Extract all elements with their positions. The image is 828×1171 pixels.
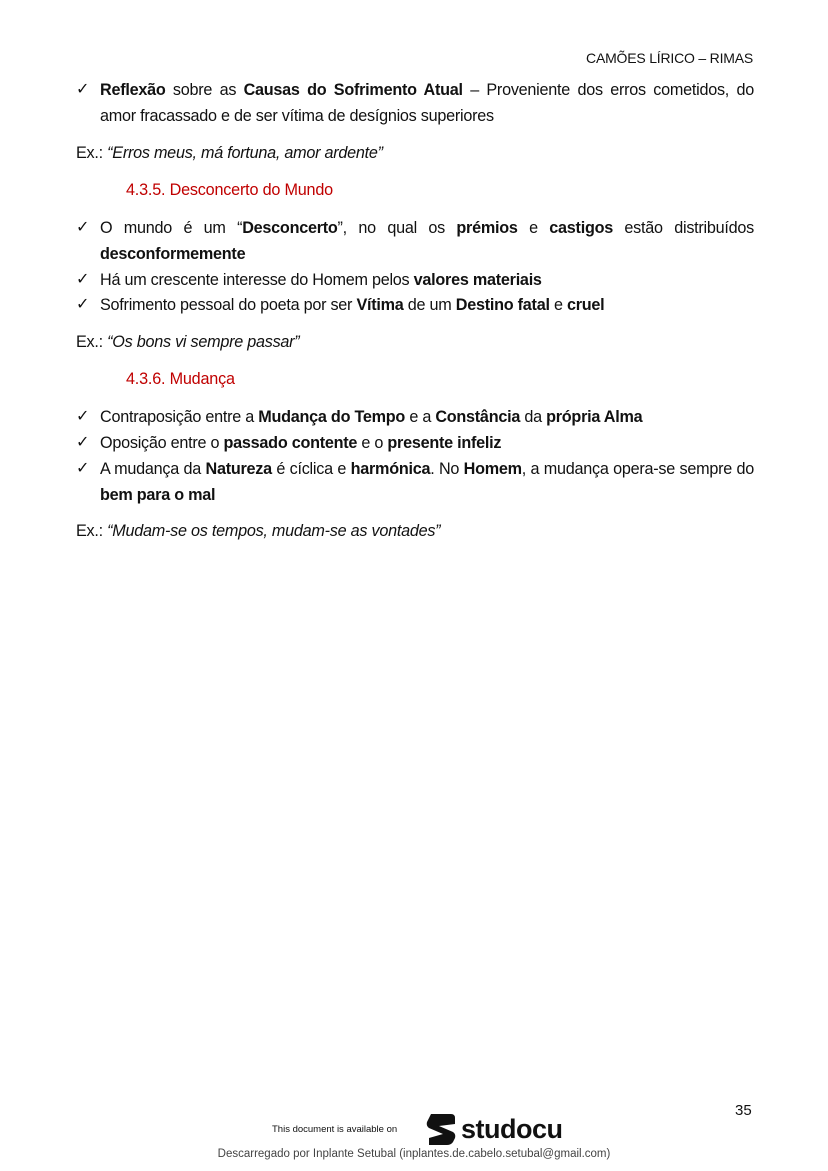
text: Há um crescente interesse do Homem pelos [100, 271, 414, 289]
bold-text: Constância [435, 408, 521, 426]
checkmark-icon: ✓ [76, 271, 90, 288]
downloaded-by-text: Descarregado por Inplante Setubal (inplantes.de.cabelo.setubal@gmail.com) [217, 1148, 611, 1160]
checkmark-icon: ✓ [76, 408, 90, 425]
section-heading: 4.3.6. Mudança [126, 370, 235, 388]
studocu-logo[interactable] [425, 1112, 563, 1146]
bold-text: prémios [456, 219, 518, 237]
text: e o [357, 434, 388, 452]
bold-text: Natureza [205, 460, 272, 478]
section-heading: 4.3.5. Desconcerto do Mundo [126, 181, 333, 199]
bold-text: Mudança do Tempo [258, 408, 406, 426]
text: sobre as [165, 81, 244, 99]
text: , a mudança opera-se sempre do [521, 460, 754, 478]
bullet-item [76, 267, 754, 293]
bold-text: Destino fatal [455, 296, 550, 314]
text: . No [430, 460, 464, 478]
bullet-item [76, 292, 754, 318]
studocu-logo-icon [425, 1112, 457, 1146]
bold-text: presente infeliz [387, 434, 502, 452]
checkmark-icon: ✓ [76, 296, 90, 313]
text: O mundo é um “ [100, 219, 243, 237]
text: ”, no qual os [337, 219, 457, 237]
bold-text: própria Alma [546, 408, 643, 426]
example-prefix: Ex.: [76, 522, 108, 540]
text: Sofrimento pessoal do poeta por ser [100, 296, 357, 314]
bold-text: passado contente [223, 434, 358, 452]
text: e [517, 219, 550, 237]
checkmark-icon: ✓ [76, 460, 90, 477]
bold-text: Reflexão [100, 81, 166, 99]
text: estão distribuídos [612, 219, 754, 237]
text: A mudança da [100, 460, 206, 478]
example-quote: “Os bons vi sempre passar” [107, 333, 300, 351]
bold-text: harmónica [350, 460, 431, 478]
text: é cíclica e [271, 460, 351, 478]
example-line [76, 518, 440, 544]
bold-text: cruel [566, 296, 605, 314]
bullet-item [76, 456, 754, 508]
example-prefix: Ex.: [76, 144, 108, 162]
checkmark-icon: ✓ [76, 219, 90, 236]
bold-text: Vítima [356, 296, 404, 314]
bullet-item [76, 404, 754, 430]
text: de um [403, 296, 456, 314]
text: e a [405, 408, 436, 426]
text: e [549, 296, 567, 314]
checkmark-icon: ✓ [76, 434, 90, 451]
checkmark-icon: ✓ [76, 81, 90, 98]
example-quote: “Erros meus, má fortuna, amor ardente” [107, 144, 383, 162]
bold-text: bem para o mal [100, 486, 216, 504]
bold-text: valores materiais [413, 271, 542, 289]
bold-text: Desconcerto [242, 219, 338, 237]
bold-text: Homem [463, 460, 522, 478]
text: Oposição entre o [100, 434, 224, 452]
bullet-item [76, 77, 754, 129]
available-on-text: This document is available on [272, 1124, 398, 1135]
example-line [76, 329, 299, 355]
bold-text: castigos [549, 219, 613, 237]
example-prefix: Ex.: [76, 333, 108, 351]
example-line [76, 140, 383, 166]
text: da [520, 408, 547, 426]
text: – Proveniente dos erros cometidos, do amor fracassado e de ser vítima de desígnios superiores [100, 81, 754, 125]
bold-text: Causas do Sofrimento Atual [243, 81, 463, 99]
text: Contraposição entre a [100, 408, 259, 426]
page-number: 35 [735, 1102, 752, 1119]
bullet-item [76, 430, 754, 456]
bold-text: desconformemente [100, 245, 246, 263]
bullet-item [76, 215, 754, 267]
example-quote: “Mudam-se os tempos, mudam-se as vontades” [107, 522, 441, 540]
studocu-brand: studocu [461, 1113, 563, 1144]
running-header: CAMÕES LÍRICO – RIMAS [586, 50, 753, 66]
